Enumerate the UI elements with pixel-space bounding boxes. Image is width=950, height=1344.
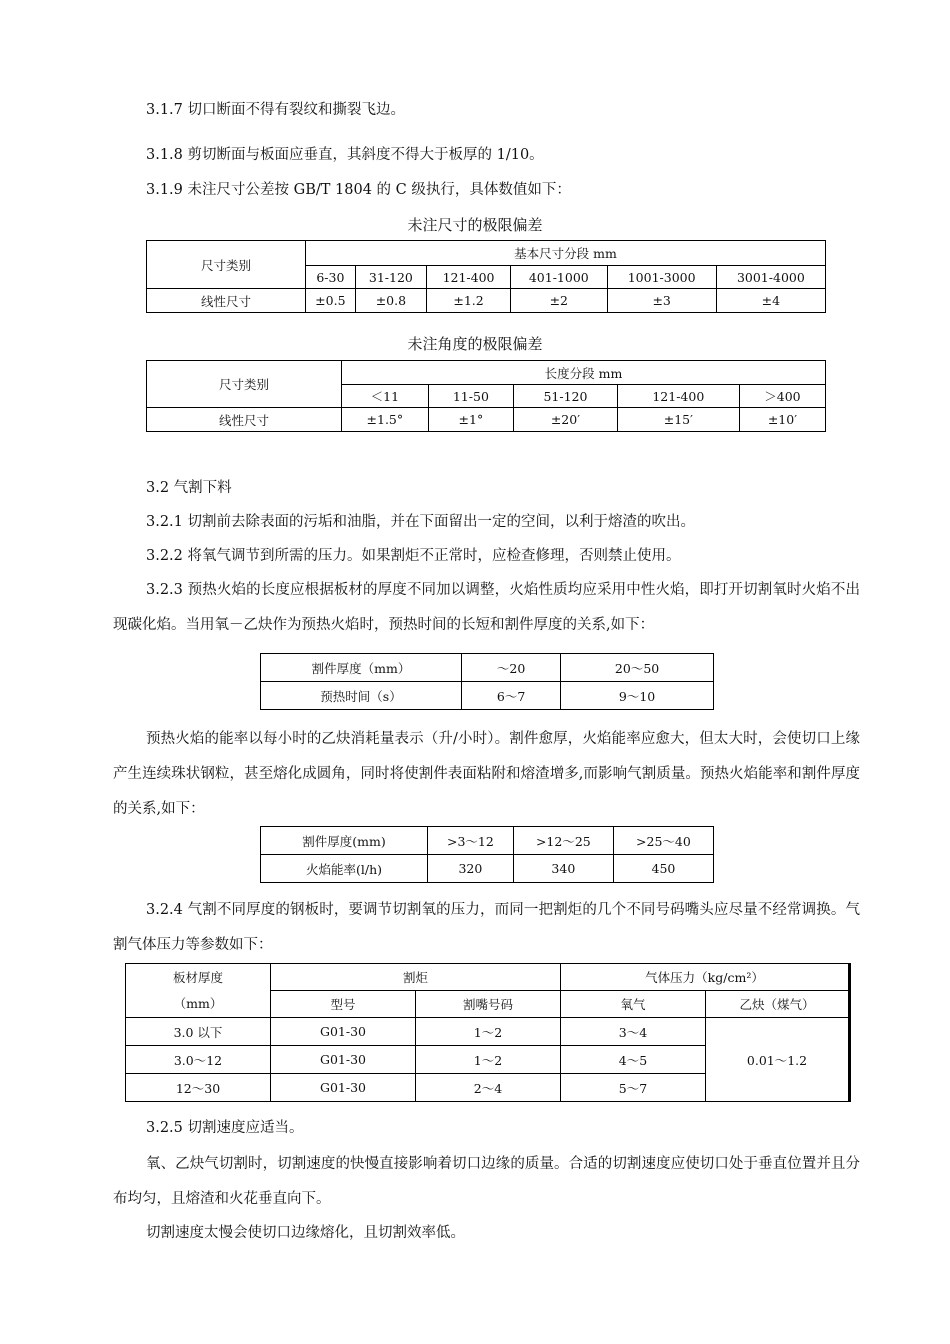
table1-value: ±2 bbox=[511, 289, 608, 313]
table5-cell: G01-30 bbox=[271, 1074, 416, 1102]
table3-cell: 9～10 bbox=[561, 682, 714, 710]
table2-value: ±1.5° bbox=[342, 408, 429, 432]
table5-cell: 1～2 bbox=[416, 1018, 561, 1046]
table5-thickness-header bbox=[126, 964, 271, 1018]
table2-caption: 未注角度的极限偏差 bbox=[407, 335, 543, 353]
table-preheat-time bbox=[260, 653, 714, 710]
table4-cell: >3～12 bbox=[428, 827, 514, 855]
table-flame-power bbox=[260, 826, 714, 883]
table4-cell: >25～40 bbox=[613, 827, 713, 855]
table2-group-header: 长度分段 mm bbox=[342, 361, 826, 385]
table2-value: ±10′ bbox=[739, 408, 825, 432]
para-flame-power: 预热火焰的能率以每小时的乙炔消耗量表示（升/小时）。割件愈厚，火焰能率应愈大，但太大时，会使切口上缘产生连续珠状钢粒，甚至熔化成圆角，同时将使割件表面粘附和熔渣增多,而影响气割质量。预热火焰能率和割件厚度的关系,如下： bbox=[113, 731, 860, 817]
table5-cell: 1～2 bbox=[416, 1046, 561, 1074]
table2-value: ±20′ bbox=[514, 408, 618, 432]
table1-row-header: 尺寸类别 bbox=[147, 241, 306, 289]
table1-row-label: 线性尺寸 bbox=[147, 289, 306, 313]
table2-range: ＜11 bbox=[342, 385, 429, 408]
table4-cell: 340 bbox=[513, 855, 613, 883]
section-3-2-heading: 3.2 气割下料 bbox=[146, 480, 232, 496]
table1-range: 31-120 bbox=[355, 266, 426, 289]
para-cutting-speed-1: 氧、乙炔气切割时，切割速度的快慢直接影响着切口边缘的质量。合适的切割速度应使切口处于垂直位置并且分布均匀，且熔渣和火花垂直向下。 bbox=[113, 1156, 860, 1207]
table5-cell: G01-30 bbox=[271, 1018, 416, 1046]
table3-cell: 预热时间（s） bbox=[261, 682, 462, 710]
para-3-1-7: 3.1.7 切口断面不得有裂纹和撕裂飞边。 bbox=[146, 102, 406, 118]
para-cutting-speed-2: 切割速度太慢会使切口边缘熔化，且切割效率低。 bbox=[146, 1225, 465, 1241]
table4-cell: 割件厚度(mm) bbox=[261, 827, 428, 855]
table5-cell: 2～4 bbox=[416, 1074, 561, 1102]
table2-range: 51-120 bbox=[514, 385, 618, 408]
table1-range: 6-30 bbox=[306, 266, 356, 289]
table5-acetylene-header: 乙炔（煤气） bbox=[706, 991, 850, 1018]
table-gas-pressure bbox=[125, 963, 851, 1102]
table4-cell: 450 bbox=[613, 855, 713, 883]
para-3-2-1: 3.2.1 切割前去除表面的污垢和油脂，并在下面留出一定的空间，以利于熔渣的吹出。 bbox=[146, 514, 696, 530]
table5-pressure-header: 气体压力（kg/cm²） bbox=[561, 964, 850, 991]
table2-value: ±15′ bbox=[617, 408, 739, 432]
table3-cell: 20～50 bbox=[561, 654, 714, 682]
table3-cell: 割件厚度（mm） bbox=[261, 654, 462, 682]
table2-row-header: 尺寸类别 bbox=[147, 361, 342, 408]
table5-cell: G01-30 bbox=[271, 1046, 416, 1074]
table1-value: ±0.5 bbox=[306, 289, 356, 313]
para-3-2-2: 3.2.2 将氧气调节到所需的压力。如果割炬不正常时，应检查修理，否则禁止使用。 bbox=[146, 548, 681, 564]
table5-nozzle-header: 割嘴号码 bbox=[416, 991, 561, 1018]
table5-cell: 3.0 以下 bbox=[126, 1018, 271, 1046]
para-3-2-4: 3.2.4 气割不同厚度的钢板时，要调节切割氧的压力，而同一把割炬的几个不同号码嘴头应尽量不经常调换。气割气体压力等参数如下： bbox=[113, 902, 860, 953]
table5-model-header: 型号 bbox=[271, 991, 416, 1018]
table1-value: ±0.8 bbox=[355, 289, 426, 313]
table5-acetylene-value: 0.01～1.2 bbox=[706, 1018, 850, 1102]
table2-range: ＞400 bbox=[739, 385, 825, 408]
table1-value: ±1.2 bbox=[427, 289, 511, 313]
table5-torch-header: 割炬 bbox=[271, 964, 561, 991]
table5-cell: 12～30 bbox=[126, 1074, 271, 1102]
table5-cell: 5～7 bbox=[561, 1074, 706, 1102]
para-3-1-9: 3.1.9 未注尺寸公差按 GB/T 1804 的 C 级执行，具体数值如下： bbox=[146, 182, 571, 198]
table1-value: ±3 bbox=[607, 289, 716, 313]
table5-oxygen-header: 氧气 bbox=[561, 991, 706, 1018]
table5-cell: 3～4 bbox=[561, 1018, 706, 1046]
table2-row-label: 线性尺寸 bbox=[147, 408, 342, 432]
table1-group-header: 基本尺寸分段 mm bbox=[306, 241, 826, 266]
para-3-1-8: 3.1.8 剪切断面与板面应垂直，其斜度不得大于板厚的 1/10。 bbox=[146, 147, 544, 163]
table2-range: 11-50 bbox=[428, 385, 513, 408]
table3-cell: ～20 bbox=[462, 654, 561, 682]
table5-cell: 4～5 bbox=[561, 1046, 706, 1074]
table5-thickness-unit: （mm） bbox=[173, 995, 223, 1011]
table3-cell: 6～7 bbox=[462, 682, 561, 710]
table4-cell: >12～25 bbox=[513, 827, 613, 855]
table-angle-tolerance bbox=[146, 360, 826, 432]
table1-range: 3001-4000 bbox=[716, 266, 825, 289]
table1-range: 121-400 bbox=[427, 266, 511, 289]
table1-range: 1001-3000 bbox=[607, 266, 716, 289]
table-dimension-tolerance bbox=[146, 240, 826, 313]
para-3-2-5: 3.2.5 切割速度应适当。 bbox=[146, 1120, 304, 1136]
table1-caption: 未注尺寸的极限偏差 bbox=[407, 216, 543, 234]
para-3-2-3: 3.2.3 预热火焰的长度应根据板材的厚度不同加以调整，火焰性质均应采用中性火焰，即打开切割氧时火焰不出现碳化焰。当用氧－乙炔作为预热火焰时，预热时间的长短和割件厚度的关系,如下： bbox=[113, 582, 860, 633]
table1-value: ±4 bbox=[716, 289, 825, 313]
table5-cell: 3.0～12 bbox=[126, 1046, 271, 1074]
table2-value: ±1° bbox=[428, 408, 513, 432]
table1-range: 401-1000 bbox=[511, 266, 608, 289]
table4-cell: 火焰能率(l/h) bbox=[261, 855, 428, 883]
table2-range: 121-400 bbox=[617, 385, 739, 408]
table4-cell: 320 bbox=[428, 855, 514, 883]
table5-thickness-label: 板材厚度 bbox=[172, 969, 223, 985]
